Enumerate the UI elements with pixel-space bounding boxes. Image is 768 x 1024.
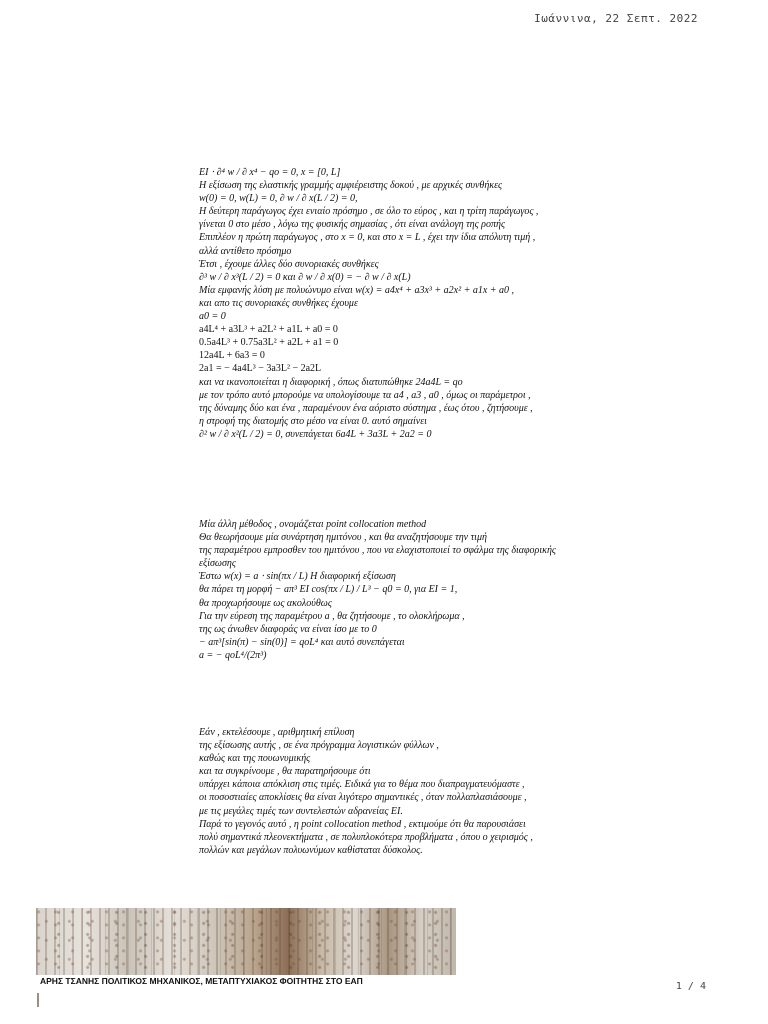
text-line: 2a1 = − 4a4L³ − 3a3L² − 2a2L: [199, 363, 322, 375]
text-line: Η εξίσωση της ελαστικής γραμμής αμφιέρειστης δοκού , με αρχικές συνθήκες: [199, 180, 503, 192]
text-line: Εάν , εκτελέσουμε , αριθμητική επίλυση: [199, 727, 355, 738]
text-line: w(0) = 0, w(L) = 0, ∂ w / ∂ x(L / 2) = 0,: [199, 193, 358, 205]
page-number: 1 / 4: [675, 981, 706, 992]
text-line: 12a4L + 6a3 = 0: [199, 350, 265, 362]
author-caption: ΑΡΗΣ ΤΣΑΝΗΣ ΠΟΛΙΤΙΚΟΣ ΜΗΧΑΝΙΚΟΣ, ΜΕΤΑΠΤΥΧΙΑΚΟΣ ΦΟΙΤΗΤΗΣ ΣΤΟ ΕΑΠ: [40, 976, 363, 986]
text-line: γίνεται 0 στο μέσο , λόγω της φυσικής σημασίας , ότι είναι ανάλογη της ροπής: [199, 219, 506, 231]
text-line: ∂² w / ∂ x²(L / 2) = 0, συνεπάγεται 6a4L + 3a3L + 2a2 = 0: [199, 428, 432, 440]
text-line: της ως άνωθεν διαφοράς να είναι ίσο με το 0: [199, 623, 377, 635]
text-line: a0 = 0: [199, 311, 226, 323]
text-line: της δύναμης δύο και ένα , παραμένουν ένα αόριστο σύστημα , έως ότου , ζητήσουμε ,: [199, 402, 533, 414]
text-line: Η δεύτερη παράγωγος έχει ενιαίο πρόσημο , σε όλο το εύρος , και η τρίτη παράγωγος ,: [199, 206, 539, 218]
text-line: και απο τις συνοριακές συνθήκες έχουμε: [199, 297, 358, 309]
text-line: και να ικανοποιείται η διαφορική , όπως διατυπώθηκε 24a4L = qo: [199, 376, 463, 388]
text-line: Έστω w(x) = a ⋅ sin(πx / L) Η διαφορική εξίσωση: [199, 571, 396, 583]
document-date: Ιωάννινα, 22 Σεπτ. 2022: [534, 12, 698, 25]
text-line: Επιπλέον η πρώτη παράγωγος , στο x = 0, και στο x = L , έχει την ίδια απόλυτη τιμή ,: [199, 232, 536, 244]
text-line: με τον τρόπο αυτό μπορούμε να υπολογίσουμε τα a4 , a3 , a0 , όμως οι παράμετροι ,: [199, 389, 531, 401]
text-line: οι ποσοστιαίες αποκλίσεις θα είναι λιγότερο σημαντικές , όταν πολλαπλασιάσουμε ,: [199, 792, 527, 804]
text-line: της παραμέτρου εμπροσθεν του ημιτόνου , που να ελαχιστοποιεί το σφάλμα της διαφορικής: [199, 545, 556, 557]
text-line: Μία εμφανής λύση με πολυώνυμο είναι w(x) = a4x⁴ + a3x³ + a2x² + a1x + a0 ,: [199, 284, 515, 296]
text-line: EI ⋅ ∂⁴ w / ∂ x⁴ − qo = 0, x = [0, L]: [199, 167, 341, 178]
elastic-line-section: [199, 166, 629, 441]
text-line: θα πάρει τη μορφή − aπ³ EI cos(πx / L) / L³ − q0 = 0, για EI = 1,: [199, 584, 458, 596]
text-line: Παρά το γεγονός αυτό , η point collocation method , εκτιμούμε ότι θα παρουσιάσει: [199, 818, 526, 830]
text-line: 0.5a4L³ + 0.75a3L² + a2L + a1 = 0: [199, 337, 339, 349]
text-line: a = − qoL⁴/(2π³): [199, 649, 267, 661]
text-line: πολύ σημαντικά πλεονεκτήματα , σε πολυπλοκότερα προβλήματα , όπου ο χειρισμός ,: [199, 831, 533, 843]
text-line: πολλών και μεγάλων πολυωνύμων καθίσταται δύσκολος.: [199, 844, 423, 856]
text-line: a4L⁴ + a3L³ + a2L² + a1L + a0 = 0: [199, 324, 338, 336]
text-line: υπάρχει κάποια απόκλιση στις τιμές. Ειδικά για το θέμα που διαπραγματευόμαστε ,: [199, 779, 525, 791]
text-line: της εξίσωσης αυτής , σε ένα πρόγραμμα λογιστικών φύλλων ,: [199, 740, 439, 752]
text-line: αλλά αντίθετο πρόσημο: [199, 245, 292, 257]
text-line: η στροφή της διατομής στο μέσο να είναι 0. αυτό σημαίνει: [199, 415, 427, 427]
text-line: Θα θεωρήσουμε μία συνάρτηση ημιτόνου , και θα αναζητήσουμε την τιμή: [199, 532, 487, 544]
text-line: − aπ³[sin(π) − sin(0)] = qoL⁴ και αυτό συνεπάγεται: [199, 636, 405, 648]
text-line: Έτσι , έχουμε άλλες δύο συνοριακές συνθήκες: [199, 258, 379, 270]
numerical-comparison-section: [199, 726, 629, 857]
wood-texture-banner: [36, 908, 456, 976]
text-line: με τις μεγάλες τιμές των συντελεστών αδρανείας EI.: [199, 805, 403, 817]
text-line: και τα συγκρίνουμε , θα παρατηρήσουμε ότι: [199, 766, 371, 778]
point-collocation-section: [199, 518, 629, 662]
text-line: ∂³ w / ∂ x³(L / 2) = 0 και ∂ w / ∂ x(0) = − ∂ w / ∂ x(L): [199, 271, 411, 283]
text-line: θα προχωρήσουμε ως ακολούθως: [199, 597, 332, 609]
text-line: καθώς και της πουωνυμικής: [199, 753, 311, 765]
text-line: Για την εύρεση της παραμέτρου a , θα ζητήσουμε , το ολοκλήρωμα ,: [199, 610, 465, 622]
text-line: εξίσωσης: [199, 558, 236, 570]
text-line: Μία άλλη μέθοδος , ονομάζεται point collocation method: [199, 519, 427, 530]
banner-edge: [37, 993, 39, 1007]
